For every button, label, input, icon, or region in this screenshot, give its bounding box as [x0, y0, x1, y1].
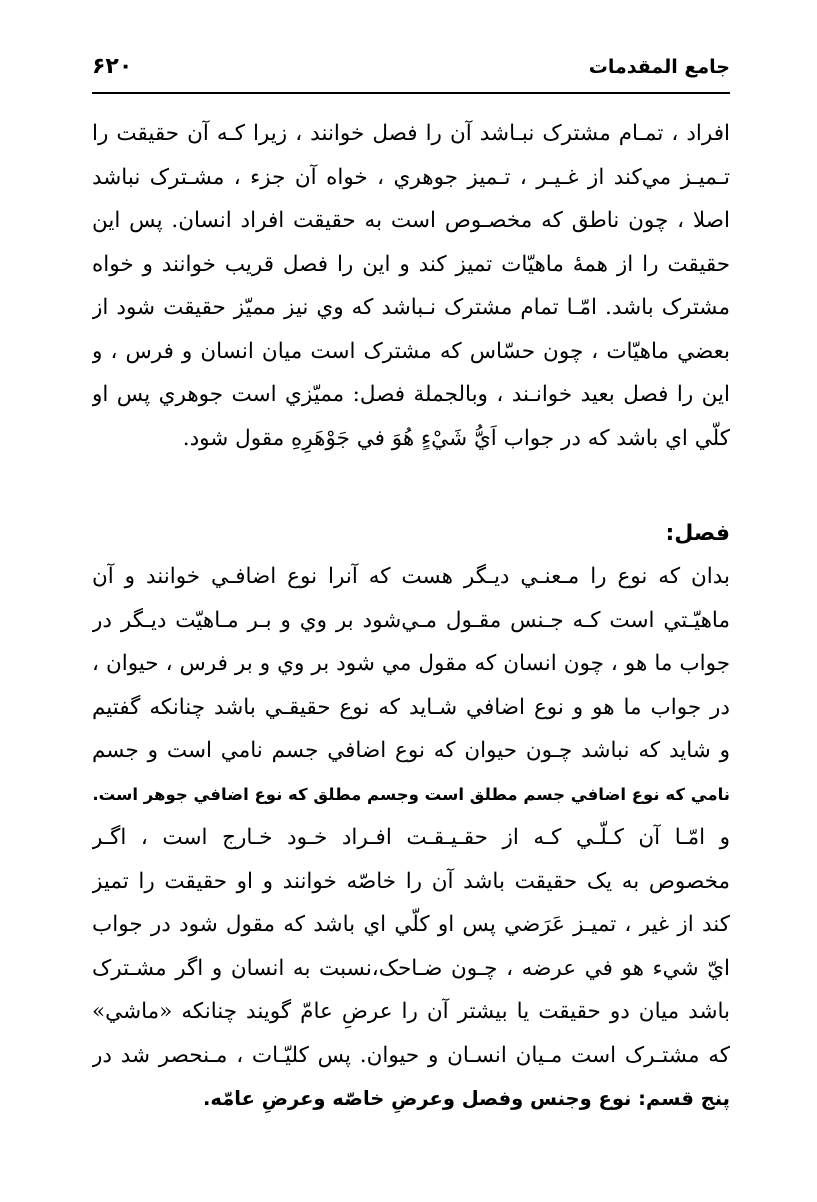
- text-line: بعضي ماهيّات ، چون حسّاس که مشترک است ميان انسان و فرس ، و: [92, 338, 730, 364]
- text-line: جواب ما هو ، چون انسان که مقول مي شود بر وي و بر فرس ، حيوان ،: [92, 651, 730, 676]
- text-line-bold: پنج قسم: نوع وجنس وفصل وعرضِ خاصّه وعرضِ عامّه.: [202, 1087, 730, 1110]
- paragraph-3: [92, 816, 730, 1121]
- page-body: [92, 112, 730, 1121]
- section-heading: فصل:: [665, 521, 730, 546]
- text-line: کند از غير ، تميـز عَرَضي پس او کلّي اي باشد که مقول شود در جواب: [92, 912, 730, 937]
- text-line: اين را فصل بعيد خوانـند ، وبالجملة فصل: مميّزي است جوهري پس او: [92, 382, 730, 407]
- text-line: در جواب ما هو و نوع اضافي شـايد که نوع حقيقـي باشد چنانکه گفتيم: [92, 694, 730, 720]
- text-line: ايّ شيء هو في عرضه ، چـون ضـاحک،نسبت به انسان و اگر مشـترک: [92, 955, 730, 981]
- text-line: حقيقت را از همهٔ ماهيّات تميز کند و اين را فصل قريب خوانند و خواه: [92, 251, 730, 277]
- text-line: مشترک باشد. امّـا تمام مشترک نـباشد که وي نيز مميّز حقيقت شود از: [92, 295, 730, 320]
- text-line: مخصوص به يک حقيقت باشد آن را خاصّه خوانند و او حقيقت را تميز: [92, 868, 730, 894]
- text-line: و شايد که نباشد چـون حيوان که نوع اضافي جسم نامي است و جسم: [92, 738, 730, 763]
- text-line: افراد ، تمـام مشترک نبـاشد آن را فصل خوانند ، زيرا کـه آن حقيقت را: [92, 121, 730, 146]
- text-line: اصلا ، چون ناطق که مخصـوص است به حقيقت افراد انسان. پس اين: [92, 208, 730, 233]
- section-spacer: [92, 460, 730, 512]
- text-line: که مشتـرک است مـيان انسـان و حيوان. پس کليّـات ، مـنحصر شد در: [92, 1042, 730, 1068]
- paragraph-1: [92, 112, 730, 460]
- text-line: کلّي اي باشد که در جواب اَيُّ شَيْءٍ هُوَ في جَوْهَرِهِ مقول شود.: [182, 425, 730, 451]
- running-title: جامع المقدمات: [588, 56, 730, 78]
- text-line: بدان که نوع را مـعنـي ديـگر هست که آنرا نوع اضافـي خوانند و آن: [92, 564, 730, 589]
- page-number: ۶۲۰: [92, 54, 133, 79]
- text-line: و امّـا آن کـلّـي کـه از حقـيـقـت افـراد خـود خـارج است ، اگـر: [92, 825, 730, 850]
- paragraph-2: [92, 555, 730, 816]
- text-line: باشد ميان دو حقيقت يا بيشتر آن را عرضِ عامّ گويند چنانکه «ماشي»: [92, 999, 730, 1024]
- page-header: [92, 52, 730, 94]
- text-line: تـميـز مي‌کند از غـيـر ، تـميز جوهري ، خواه آن جزء ، مشـترک نباشد: [92, 164, 730, 190]
- text-line: ماهيّـتي است کـه جـنس مقـول مـي‌شود بر وي و بـر مـاهيّت ديـگر در: [92, 607, 730, 633]
- text-line-bold: نامي که نوع اضافي جسم مطلق است وجسم مطلق که نوع اضافي جوهر است.: [92, 784, 730, 804]
